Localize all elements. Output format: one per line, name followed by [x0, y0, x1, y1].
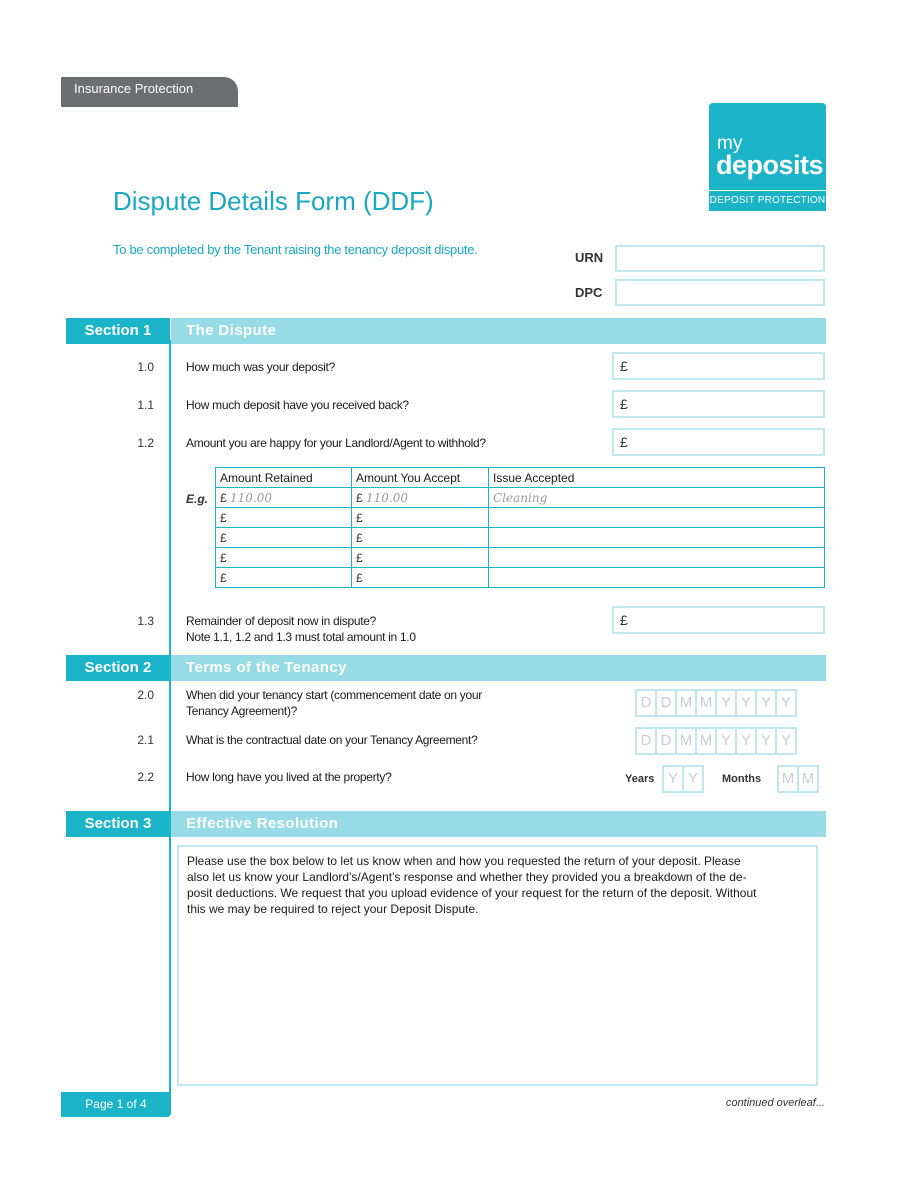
question-time-lived: How long have you lived at the property? — [186, 770, 392, 784]
pound-symbol: £ — [620, 396, 628, 412]
header-amount-retained: Amount Retained — [216, 468, 352, 488]
page-subtitle: To be completed by the Tenant raising the tenancy deposit dispute. — [113, 242, 478, 257]
table-row — [216, 508, 825, 528]
table-row — [216, 528, 825, 548]
amount-accept-cell[interactable] — [352, 568, 489, 588]
section3-title: Effective Resolution — [171, 811, 826, 837]
question-tenancy-start: When did your tenancy start (commencement date on your — [186, 688, 482, 702]
date-digit-box[interactable]: M — [675, 689, 697, 717]
amount-retained-cell[interactable] — [216, 528, 352, 548]
date-digit-box[interactable]: M — [695, 727, 717, 755]
deposit-amount-field[interactable] — [612, 352, 825, 380]
insurance-protection-tag: Insurance Protection — [61, 77, 238, 107]
pound-symbol: £ — [220, 530, 227, 545]
pound-symbol: £ — [620, 612, 628, 628]
q-number: 1.0 — [137, 360, 154, 374]
date-digit-box[interactable]: Y — [775, 727, 797, 755]
resolution-textarea[interactable] — [177, 845, 818, 1086]
table-row — [216, 568, 825, 588]
date-digit-box[interactable]: M — [695, 689, 717, 717]
pound-symbol: £ — [356, 570, 363, 585]
issue-accepted-cell[interactable] — [489, 528, 825, 548]
logo-deposits-text: deposits — [716, 150, 824, 180]
example-value: 110.00 — [230, 490, 273, 505]
date-digit-box[interactable]: Y — [715, 689, 737, 717]
dpc-field[interactable] — [615, 279, 825, 306]
issue-accepted-cell[interactable] — [489, 508, 825, 528]
mydeposits-logo — [709, 103, 826, 211]
q-number: 1.3 — [137, 614, 154, 628]
pound-symbol: £ — [620, 434, 628, 450]
years-input[interactable] — [664, 765, 704, 793]
q-number: 1.1 — [137, 398, 154, 412]
logo-protection-text: DEPOSIT PROTECTION — [709, 190, 826, 211]
section-rule — [169, 340, 171, 1110]
amount-accept-cell[interactable] — [352, 508, 489, 528]
amount-accept-cell[interactable] — [352, 548, 489, 568]
header-issue-accepted: Issue Accepted — [489, 468, 825, 488]
urn-label: URN — [575, 250, 604, 265]
section2-tab: Section 2 — [66, 655, 170, 681]
resolution-instructions-line: this we may be required to reject your Deposit Dispute. — [187, 902, 479, 916]
pound-symbol: £ — [356, 530, 363, 545]
header-amount-accept: Amount You Accept — [352, 468, 489, 488]
q-number: 1.2 — [137, 436, 154, 450]
example-value: 110.00 — [366, 490, 409, 505]
resolution-instructions-line: posit deductions. We request that you upload evidence of your request for the return of the deposit. Without — [187, 886, 757, 900]
issue-accepted-cell[interactable] — [489, 568, 825, 588]
date-digit-box[interactable]: Y — [735, 689, 757, 717]
q-number: 2.1 — [137, 733, 154, 747]
example-amount-retained — [216, 488, 352, 508]
dpc-label: DPC — [575, 285, 603, 300]
remainder-note: Note 1.1, 1.2 and 1.3 must total amount in 1.0 — [186, 630, 416, 644]
section1-tab: Section 1 — [66, 318, 170, 344]
eg-label: E.g. — [186, 492, 209, 506]
example-value: Cleaning — [493, 490, 548, 505]
months-digit-box[interactable]: M — [797, 765, 819, 793]
pound-symbol: £ — [220, 510, 227, 525]
contractual-date-input[interactable] — [637, 727, 797, 755]
question-contractual-date: What is the contractual date on your Tenancy Agreement? — [186, 733, 478, 747]
issue-accepted-cell[interactable] — [489, 548, 825, 568]
question-remainder-dispute: Remainder of deposit now in dispute? — [186, 614, 376, 628]
example-issue — [489, 488, 825, 508]
date-digit-box[interactable]: D — [655, 727, 677, 755]
deposit-received-field[interactable] — [612, 390, 825, 418]
months-label: Months — [722, 773, 762, 785]
amount-accept-cell[interactable] — [352, 528, 489, 548]
question-deposit-amount: How much was your deposit? — [186, 360, 335, 374]
logo-my-text: my — [717, 133, 743, 154]
years-digit-box[interactable]: Y — [682, 765, 704, 793]
amount-retained-cell[interactable] — [216, 568, 352, 588]
date-digit-box[interactable]: M — [675, 727, 697, 755]
example-amount-accept — [352, 488, 489, 508]
tenancy-start-date-input[interactable] — [637, 689, 797, 717]
years-digit-box[interactable]: Y — [662, 765, 684, 793]
q-number: 2.0 — [137, 688, 154, 702]
urn-field[interactable] — [615, 245, 825, 272]
question-deposit-received: How much deposit have you received back? — [186, 398, 409, 412]
table-row — [216, 548, 825, 568]
date-digit-box[interactable]: Y — [715, 727, 737, 755]
page-indicator: Page 1 of 4 — [61, 1092, 171, 1117]
pound-symbol: £ — [356, 550, 363, 565]
amount-retained-cell[interactable] — [216, 508, 352, 528]
pound-symbol: £ — [356, 510, 363, 525]
date-digit-box[interactable]: Y — [755, 689, 777, 717]
date-digit-box[interactable]: Y — [755, 727, 777, 755]
question-tenancy-start-cont: Tenancy Agreement)? — [186, 704, 298, 718]
date-digit-box[interactable]: D — [635, 727, 657, 755]
months-digit-box[interactable]: M — [777, 765, 799, 793]
date-digit-box[interactable]: D — [655, 689, 677, 717]
pound-symbol: £ — [356, 490, 363, 505]
pound-symbol: £ — [220, 550, 227, 565]
withhold-amount-field[interactable] — [612, 428, 825, 456]
years-label: Years — [625, 773, 655, 785]
months-input[interactable] — [779, 765, 819, 793]
page-title: Dispute Details Form (DDF) — [113, 186, 434, 216]
section3-tab: Section 3 — [66, 811, 170, 837]
section1-title: The Dispute — [171, 318, 826, 344]
section2-title: Terms of the Tenancy — [171, 655, 826, 681]
table-row-example — [216, 488, 825, 508]
remainder-dispute-field[interactable] — [612, 606, 825, 634]
date-digit-box[interactable]: Y — [775, 689, 797, 717]
amount-retained-table — [215, 467, 825, 588]
continued-overleaf: continued overleaf... — [725, 1097, 825, 1109]
resolution-instructions-line: also let us know your Landlord's/Agent's response and whether they provided you a breakdown of the de- — [187, 870, 747, 884]
pound-symbol: £ — [220, 490, 227, 505]
question-withhold-amount: Amount you are happy for your Landlord/Agent to withhold? — [186, 436, 486, 450]
amount-retained-cell[interactable] — [216, 548, 352, 568]
table-header-row — [216, 468, 825, 488]
pound-symbol: £ — [620, 358, 628, 374]
pound-symbol: £ — [220, 570, 227, 585]
date-digit-box[interactable]: D — [635, 689, 657, 717]
date-digit-box[interactable]: Y — [735, 727, 757, 755]
resolution-instructions-line: Please use the box below to let us know when and how you requested the return of your deposit. Please — [187, 854, 741, 868]
q-number: 2.2 — [137, 770, 154, 784]
